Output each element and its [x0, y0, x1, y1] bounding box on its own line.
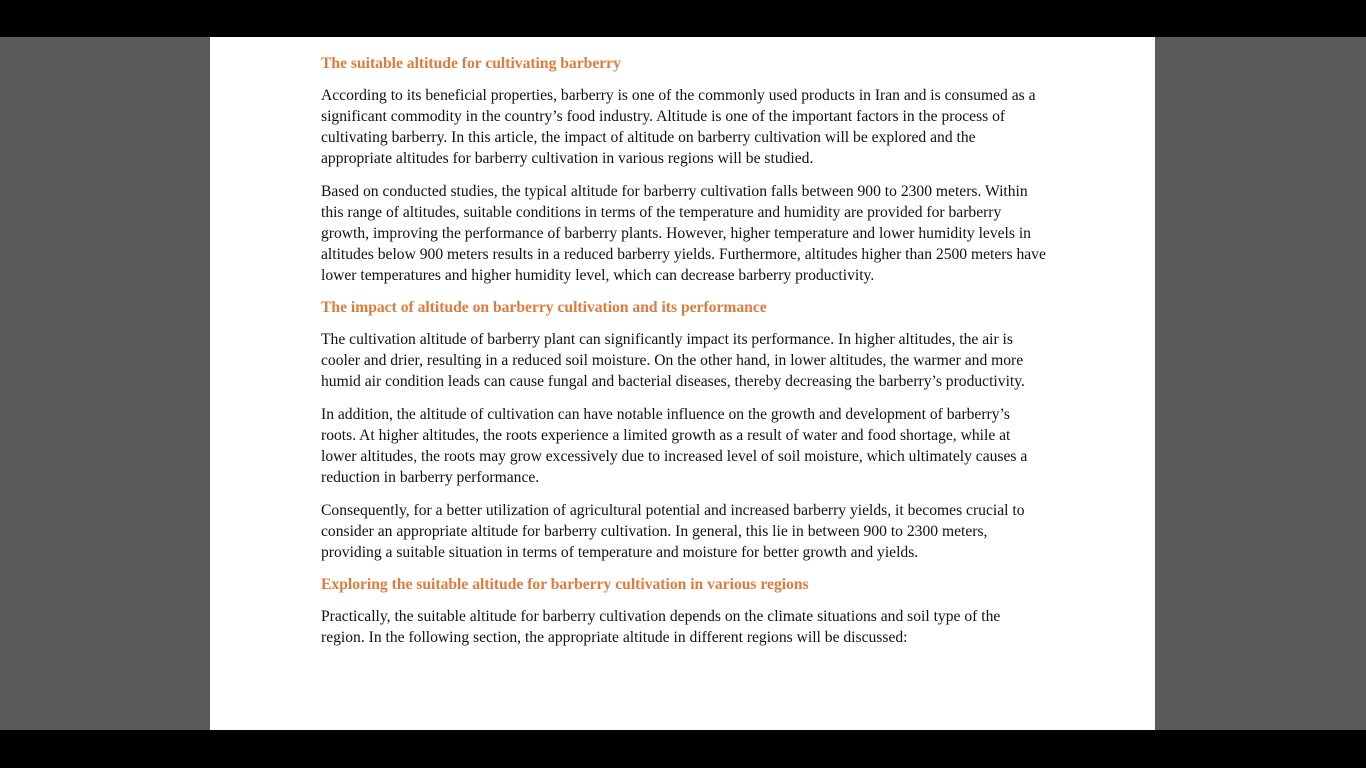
section-heading: The impact of altitude on barberry cultivation and its performance	[321, 299, 767, 316]
top-black-bar	[0, 0, 1366, 37]
paragraph: The cultivation altitude of barberry plant can significantly impact its performance. In higher altitudes, the air is cooler and drier, resulting in a reduced soil moisture. On the other hand, in lower altitudes, the warmer and more humid air condition leads can cause fungal and bacterial diseases, thereby decreasing the barberry’s productivity.	[321, 331, 1025, 390]
page-content	[321, 54, 1046, 660]
paragraph: Practically, the suitable altitude for barberry cultivation depends on the climate situations and soil type of the region. In the following section, the appropriate altitude in different regions will be discussed:	[321, 608, 1001, 646]
section-heading: The suitable altitude for cultivating barberry	[321, 55, 621, 72]
paragraph: According to its beneficial properties, barberry is one of the commonly used products in Iran and is consumed as a significant commodity in the country’s food industry. Altitude is one of the important factors in the process of cultivating barberry. In this article, the impact of altitude on barberry cultivation will be explored and the appropriate altitudes for barberry cultivation in various regions will be studied.	[321, 87, 1036, 167]
section-heading: Exploring the suitable altitude for barberry cultivation in various regions	[321, 576, 809, 593]
bottom-black-bar	[0, 730, 1366, 768]
paragraph: In addition, the altitude of cultivation can have notable influence on the growth and development of barberry’s roots. At higher altitudes, the roots experience a limited growth as a result of water and food shortage, while at lower altitudes, the roots may grow excessively due to increased level of soil moisture, which ultimately causes a reduction in barberry performance.	[321, 406, 1028, 486]
paragraph: Consequently, for a better utilization of agricultural potential and increased barberry yields, it becomes crucial to consider an appropriate altitude for barberry cultivation. In general, this lie in between 900 to 2300 meters, providing a suitable situation in terms of temperature and moisture for better growth and yields.	[321, 502, 1025, 561]
document-page	[210, 37, 1155, 730]
document-viewer[interactable]	[0, 37, 1366, 730]
paragraph: Based on conducted studies, the typical altitude for barberry cultivation falls between 900 to 2300 meters. Within this range of altitudes, suitable conditions in terms of the temperature and humidity are provided for barberry growth, improving the performance of barberry plants. However, higher temperature and lower humidity levels in altitudes below 900 meters results in a reduced barberry yields. Furthermore, altitudes higher than 2500 meters have lower temperatures and higher humidity level, which can decrease barberry productivity.	[321, 183, 1046, 284]
